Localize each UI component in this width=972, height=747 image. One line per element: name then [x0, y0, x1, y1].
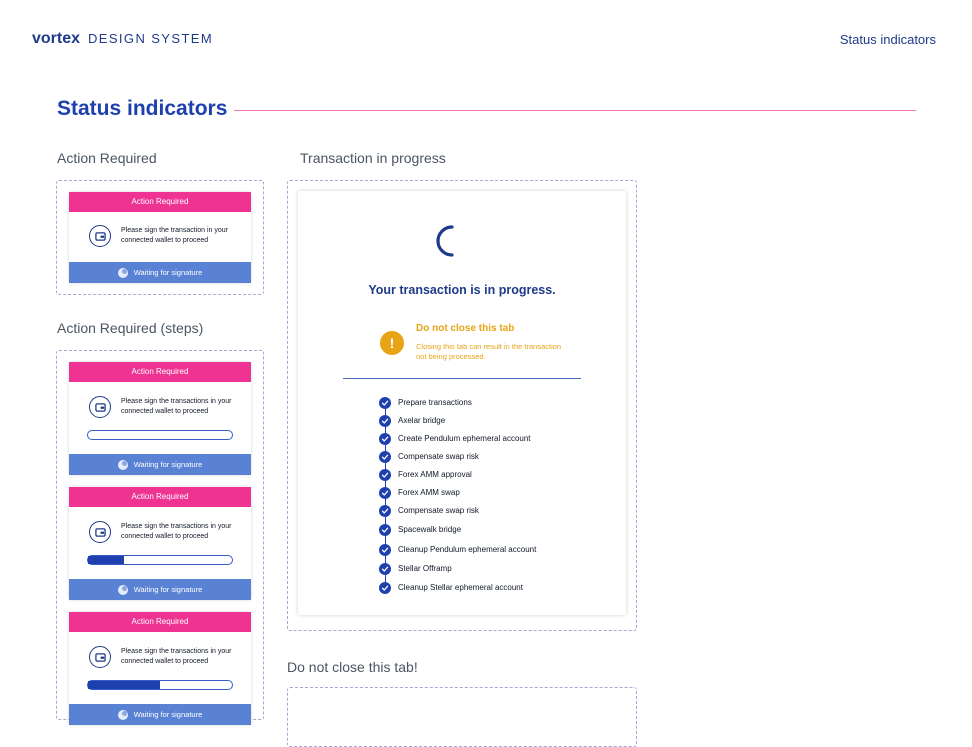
wallet-icon — [89, 646, 111, 668]
check-icon — [379, 433, 391, 445]
check-icon — [379, 505, 391, 517]
progress-fill — [88, 556, 124, 564]
nav-status-indicators-link[interactable]: Status indicators — [839, 32, 936, 47]
card-message: Please sign the transactions in your connected wallet to proceed — [121, 648, 232, 665]
card-footer-label: Waiting for signature — [133, 710, 203, 719]
step-label: Create Pendulum ephemeral account — [398, 434, 531, 443]
transaction-step — [379, 396, 472, 409]
page-title: Status indicators — [57, 97, 228, 120]
steps-card — [69, 487, 251, 600]
transaction-step — [379, 468, 472, 481]
card-message: Please sign the transaction in your connected wallet to proceed — [121, 227, 229, 244]
section-label-action-required: Action Required — [57, 150, 157, 166]
step-label: Axelar bridge — [398, 416, 446, 425]
card-header: Action Required — [69, 612, 251, 632]
transaction-title: Your transaction is in progress. — [368, 283, 556, 297]
card-footer-status — [69, 704, 251, 725]
check-icon — [379, 415, 391, 427]
card-message: Please sign the transactions in your connected wallet to proceed — [121, 523, 232, 540]
card-message: Please sign the transactions in your connected wallet to proceed — [121, 398, 232, 415]
step-label: Spacewalk bridge — [398, 525, 462, 534]
title-divider — [234, 110, 916, 111]
wallet-icon — [89, 521, 111, 543]
warning-text: Closing this tab can result in the transaction not being processed. — [416, 342, 562, 361]
check-icon — [379, 563, 391, 575]
do-not-close-frame — [287, 687, 637, 747]
transaction-step — [379, 581, 523, 594]
card-footer-label: Waiting for signature — [133, 460, 203, 469]
steps-card — [69, 612, 251, 725]
warning-title: Do not close this tab — [416, 323, 515, 334]
logo-word: vortex — [32, 30, 81, 47]
wallet-icon — [89, 396, 111, 418]
card-header: Action Required — [69, 362, 251, 382]
step-label: Compensate swap risk — [398, 506, 479, 515]
transaction-step — [379, 543, 536, 556]
action-required-frame — [56, 180, 264, 295]
check-icon — [379, 397, 391, 409]
step-label: Cleanup Pendulum ephemeral account — [398, 545, 537, 554]
transaction-step — [379, 450, 479, 463]
check-icon — [379, 544, 391, 556]
transaction-progress-card — [298, 191, 626, 615]
section-label-action-required-steps: Action Required (steps) — [57, 320, 204, 336]
card-footer-status — [69, 579, 251, 600]
loading-spinner-icon — [438, 223, 458, 259]
step-label: Forex AMM approval — [398, 470, 472, 479]
step-label: Cleanup Stellar ephemeral account — [398, 583, 523, 592]
signing-progress-bar — [87, 430, 233, 440]
logo-suffix: DESIGN SYSTEM — [87, 31, 214, 46]
transaction-step — [379, 486, 460, 499]
card-footer-label: Waiting for signature — [133, 585, 203, 594]
vortex-logo[interactable] — [32, 30, 213, 48]
section-label-do-not-close: Do not close this tab! — [287, 659, 418, 675]
wallet-icon — [89, 225, 111, 247]
card-footer-status — [69, 262, 251, 283]
transaction-step — [379, 414, 445, 427]
signing-progress-bar — [87, 680, 233, 690]
step-label: Compensate swap risk — [398, 452, 479, 461]
section-label-transaction-in-progress: Transaction in progress — [300, 150, 446, 166]
transaction-step — [379, 523, 461, 536]
action-required-card — [69, 192, 251, 283]
check-icon — [379, 451, 391, 463]
step-label: Stellar Offramp — [398, 564, 452, 573]
transaction-step — [379, 562, 452, 575]
progress-fill — [88, 681, 160, 689]
step-label: Forex AMM swap — [398, 488, 460, 497]
check-icon — [379, 469, 391, 481]
card-footer-status — [69, 454, 251, 475]
steps-card — [69, 362, 251, 475]
transaction-progress-frame — [287, 180, 637, 631]
divider — [343, 378, 581, 379]
warning-icon: ! — [380, 331, 404, 355]
transaction-step — [379, 432, 531, 445]
loading-icon — [118, 460, 128, 470]
top-bar — [0, 0, 972, 80]
loading-icon — [118, 710, 128, 720]
check-icon — [379, 487, 391, 499]
step-label: Prepare transactions — [398, 398, 472, 407]
action-required-steps-frame — [56, 350, 264, 720]
transaction-step — [379, 504, 479, 517]
card-header: Action Required — [69, 487, 251, 507]
card-footer-label: Waiting for signature — [133, 268, 203, 277]
check-icon — [379, 582, 391, 594]
signing-progress-bar — [87, 555, 233, 565]
card-header: Action Required — [69, 192, 251, 212]
check-icon — [379, 524, 391, 536]
loading-icon — [118, 585, 128, 595]
loading-icon — [118, 268, 128, 278]
